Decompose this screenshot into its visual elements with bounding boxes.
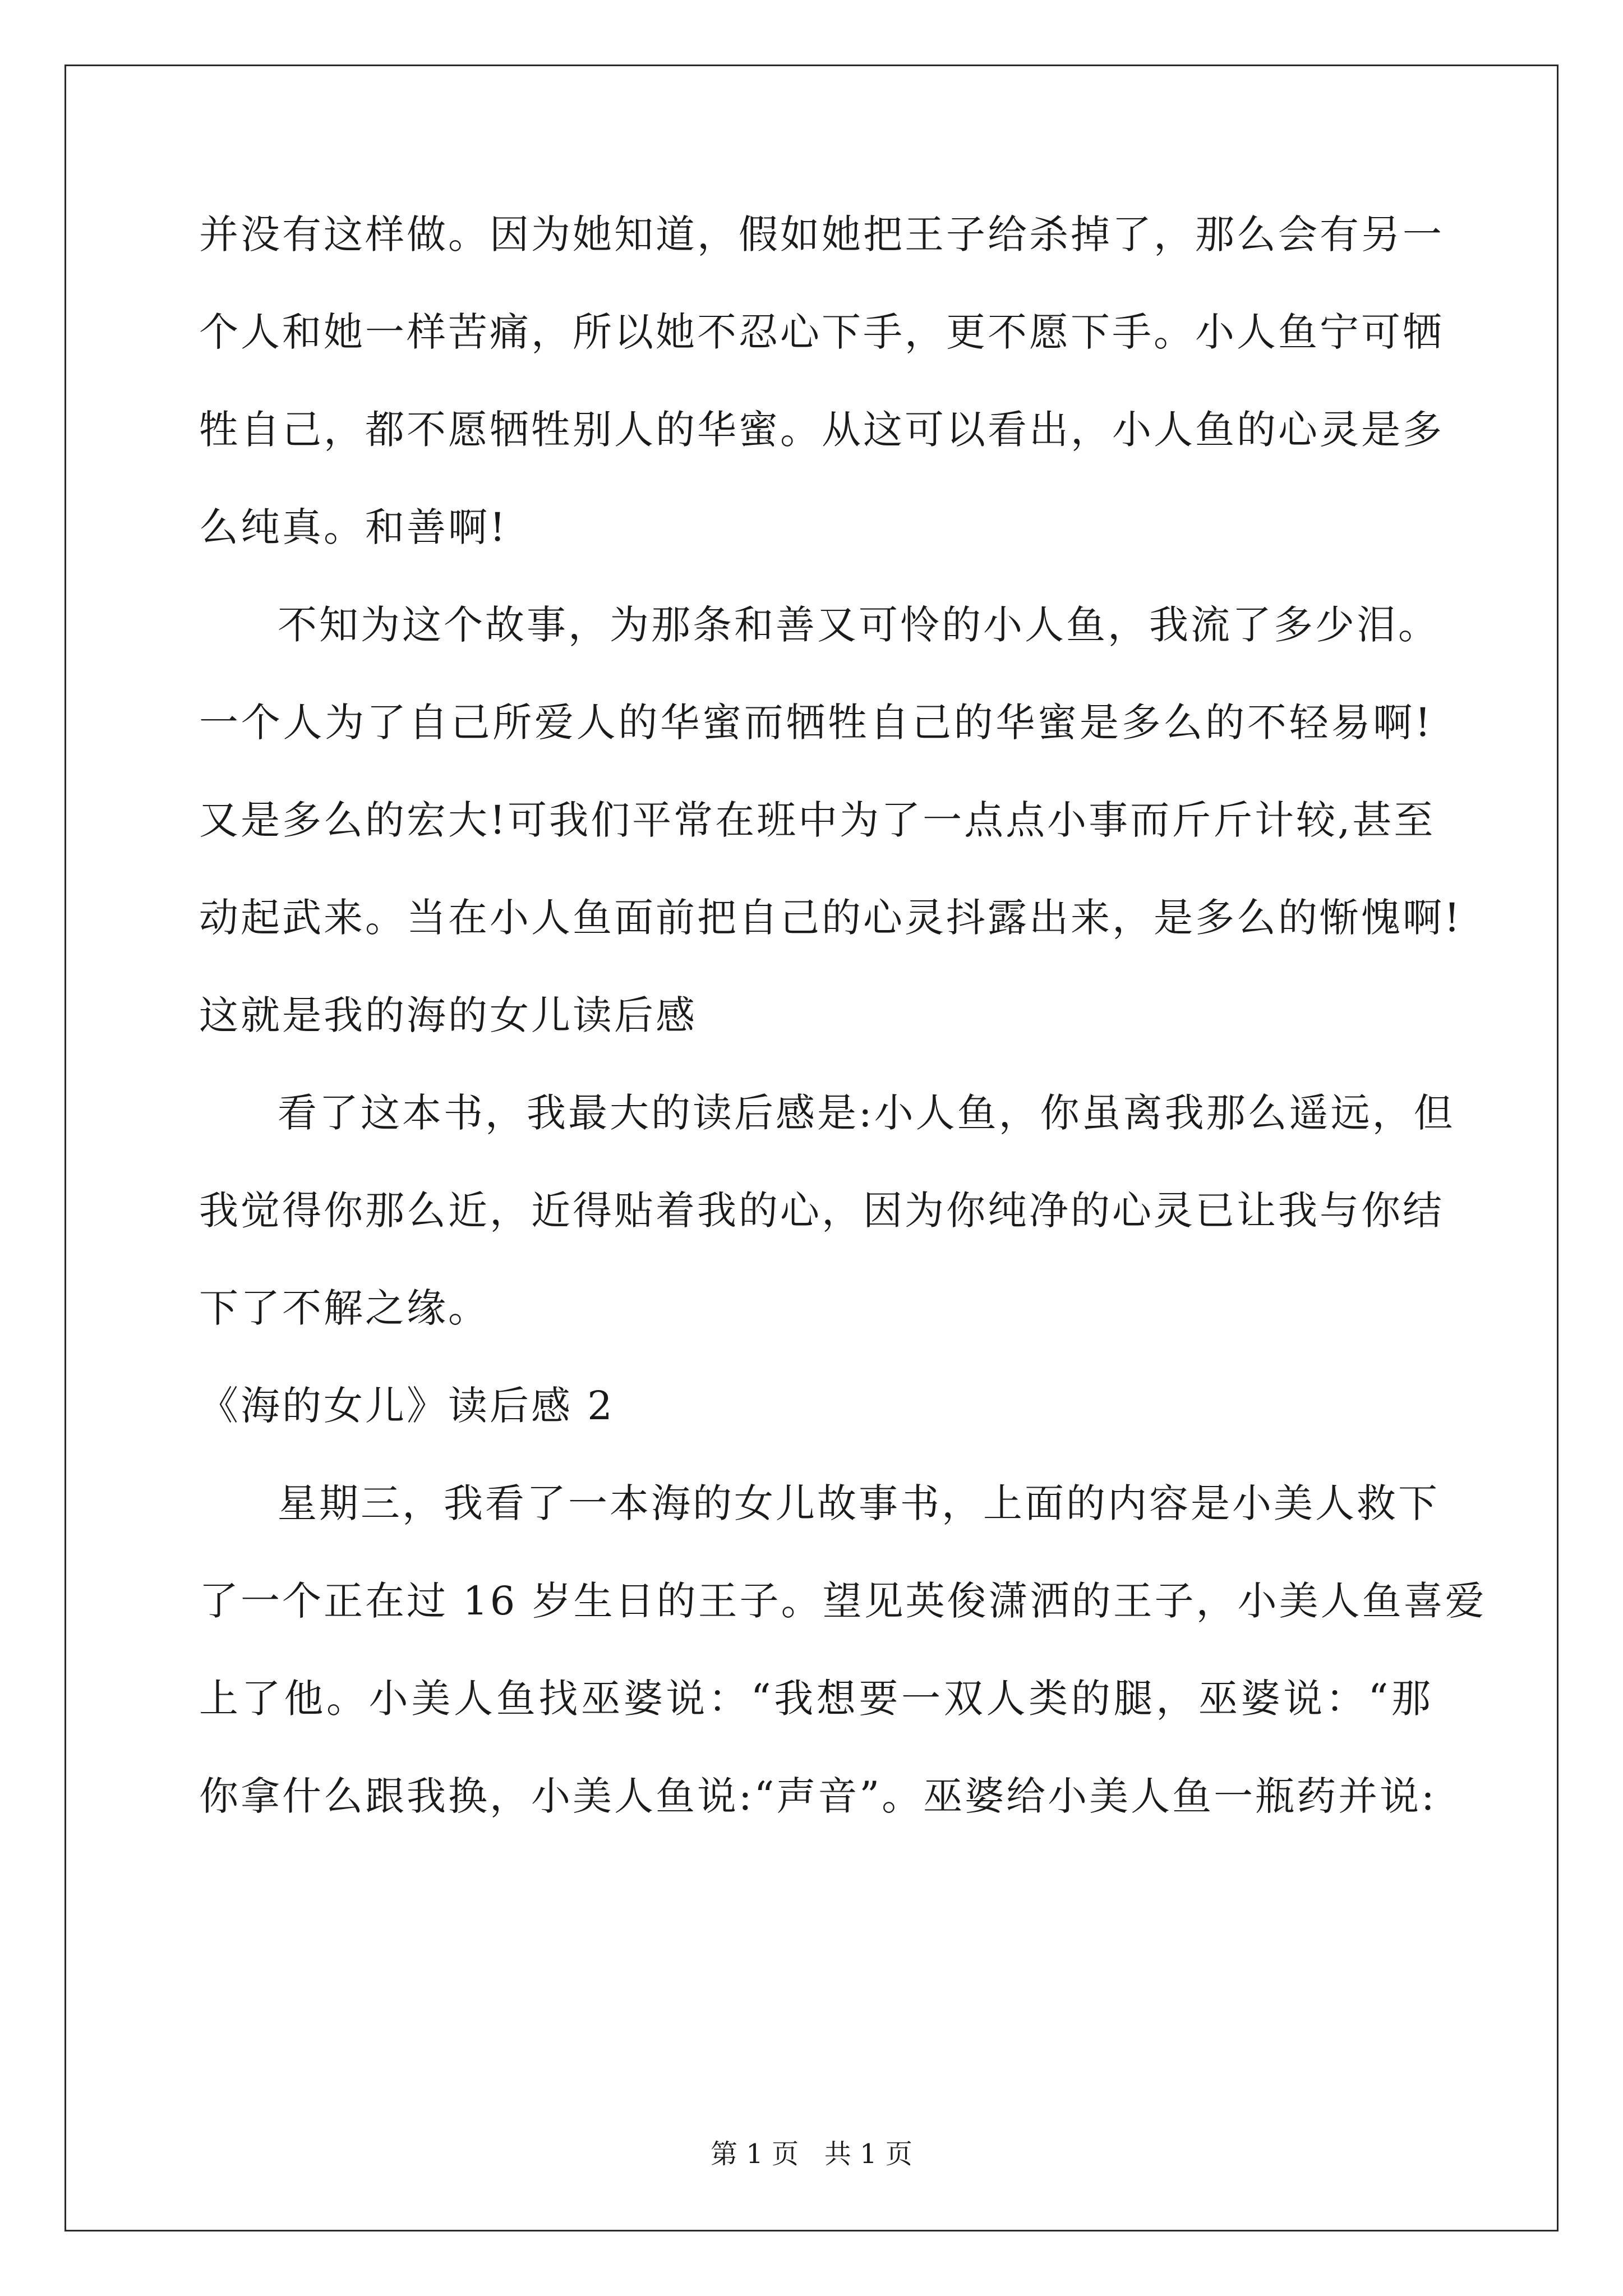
text-line-12: 下了不解之缘。 [199, 1285, 490, 1331]
text-line-2: 个人和她一样苦痛，所以她不忍心下手，更不愿下手。小人鱼宁可牺 [199, 309, 1444, 355]
text-line-3: 牲自己，都不愿牺牲别人的华蜜。从这可以看出，小人鱼的心灵是多 [199, 407, 1444, 453]
text-line-8: 动起武来。当在小人鱼面前把自己的心灵抖露出来，是多么的惭愧啊! [199, 895, 1463, 941]
page-border [64, 65, 1559, 2231]
text-line-14: 星期三，我看了一本海的女儿故事书，上面的内容是小美人救下 [278, 1480, 1440, 1526]
text-line-17: 你拿什么跟我换，小美人鱼说:“声音”。巫婆给小美人鱼一瓶药并说: [199, 1773, 1437, 1819]
text-line-1: 并没有这样做。因为她知道，假如她把王子给杀掉了，那么会有另一 [199, 211, 1444, 257]
text-line-11: 我觉得你那么近，近得贴着我的心，因为你纯净的心灵已让我与你结 [199, 1188, 1444, 1234]
page-footer: 第 1 页 共 1 页 [711, 2138, 912, 2170]
text-line-4: 么纯真。和善啊! [199, 504, 508, 550]
text-line-5: 不知为这个故事，为那条和善又可怜的小人鱼，我流了多少泪。 [278, 602, 1440, 648]
text-line-9: 这就是我的海的女儿读后感 [199, 992, 697, 1038]
text-line-6: 一个人为了自己所爱人的华蜜而牺牲自己的华蜜是多么的不轻易啊! [199, 700, 1433, 746]
text-line-15: 了一个正在过 16 岁生日的王子。望见英俊潇洒的王子，小美人鱼喜爱 [199, 1578, 1487, 1624]
text-line-16: 上了他。小美人鱼找巫婆说：“我想要一双人类的腿，巫婆说：“那 [199, 1676, 1433, 1722]
section-heading: 《海的女儿》读后感 2 [199, 1383, 615, 1429]
text-line-7: 又是多么的宏大!可我们平常在班中为了一点点小事而斤斤计较,甚至 [199, 797, 1436, 843]
text-line-10: 看了这本书，我最大的读后感是:小人鱼，你虽离我那么遥远，但 [278, 1090, 1455, 1136]
